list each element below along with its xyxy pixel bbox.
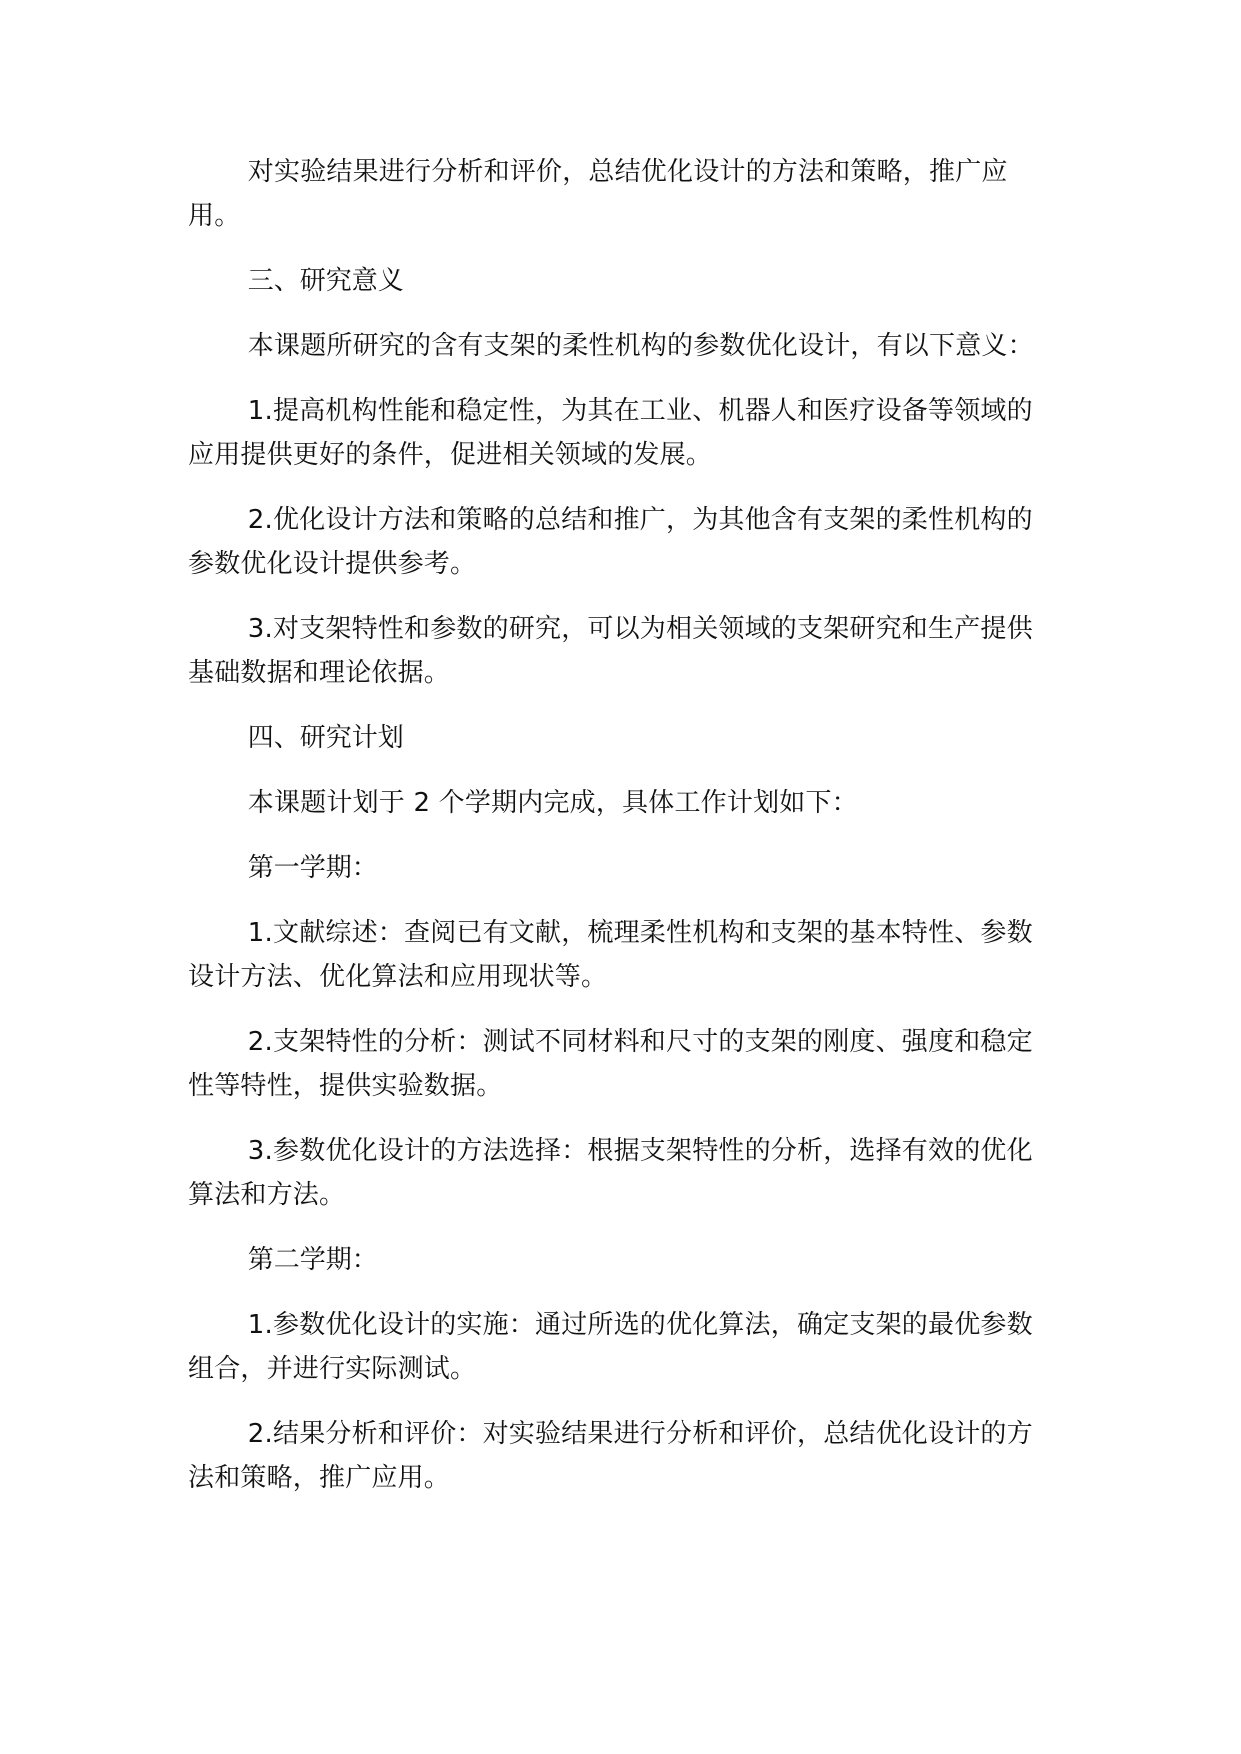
semester-label-second: 第二学期： [247,1245,378,1275]
section-heading-significance: 三、研究意义 [247,266,404,296]
paragraph-significance-item-2: 2.优化设计方法和策略的总结和推广，为其他含有支架的柔性机构的参数优化设计提供参考。 [188,505,1033,579]
paragraph-second-semester-item-2: 2.结果分析和评价：对实验结果进行分析和评价，总结优化设计的方法和策略，推广应用。 [188,1419,1033,1493]
paragraph-significance-item-1: 1.提高机构性能和稳定性，为其在工业、机器人和医疗设备等领域的应用提供更好的条件，促进相关领域的发展。 [188,396,1033,470]
document-body [188,150,1058,1521]
semester-label-first: 第一学期： [247,853,378,883]
paragraph-first-semester-item-3: 3.参数优化设计的方法选择：根据支架特性的分析，选择有效的优化算法和方法。 [188,1136,1033,1210]
paragraph-first-semester-item-1: 1.文献综述：查阅已有文献，梳理柔性机构和支架的基本特性、参数设计方法、优化算法和应用现状等。 [188,918,1033,992]
paragraph-significance-item-3: 3.对支架特性和参数的研究，可以为相关领域的支架研究和生产提供基础数据和理论依据。 [188,614,1033,688]
paragraph-significance-intro: 本课题所研究的含有支架的柔性机构的参数优化设计，有以下意义： [247,331,1034,361]
paragraph-first-semester-item-2: 2.支架特性的分析：测试不同材料和尺寸的支架的刚度、强度和稳定性等特性，提供实验数据。 [188,1027,1033,1101]
section-heading-plan: 四、研究计划 [247,723,404,753]
paragraph-conclusion-summary: 对实验结果进行分析和评价，总结优化设计的方法和策略，推广应用。 [188,157,1008,231]
paragraph-plan-intro: 本课题计划于 2 个学期内完成，具体工作计划如下： [247,788,858,818]
paragraph-second-semester-item-1: 1.参数优化设计的实施：通过所选的优化算法，确定支架的最优参数组合，并进行实际测试。 [188,1310,1033,1384]
